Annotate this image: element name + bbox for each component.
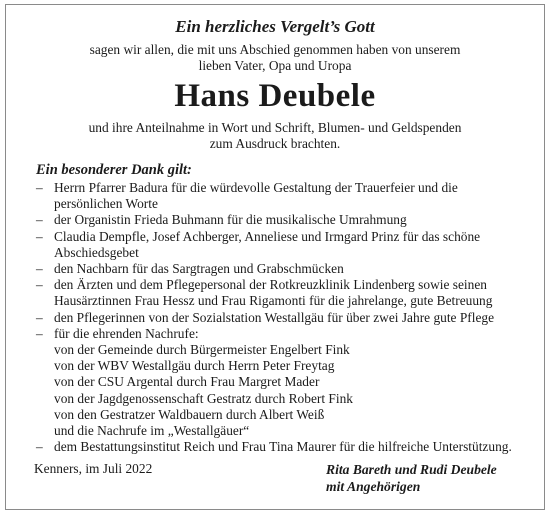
dash-marker: –	[36, 277, 43, 293]
notice-footer	[34, 461, 516, 495]
dash-marker: –	[36, 309, 43, 325]
outro-line-2: zum Ausdruck brachten.	[209, 136, 341, 151]
list-item: – Herrn Pfarrer Badura für die würdevolle Gestaltung der Trauerfeier und die persönlichen Worte	[36, 180, 458, 212]
dash-marker: –	[36, 180, 43, 195]
signature-line-2: mit Angehörigen	[326, 479, 421, 494]
list-item: – den Pflegerinnen von der Sozialstation Westallgäu für über zwei Jahre gute Pflege	[36, 309, 495, 325]
notice-heading: Ein herzliches Vergelt’s Gott	[175, 17, 375, 36]
intro-text	[34, 42, 516, 74]
thanks-list	[34, 180, 516, 455]
obituary-thank-you-notice	[5, 4, 545, 510]
obituary-notices-list	[54, 342, 516, 439]
dash-marker: –	[36, 212, 43, 228]
intro-line-1: sagen wir allen, die mit uns Abschied genommen haben von unserem	[89, 42, 461, 57]
dash-marker: –	[36, 439, 43, 455]
sub-list-item: von der Jagdgenossenschaft Gestratz durch Robert Fink	[54, 390, 353, 406]
list-item: – den Ärzten und dem Pflegepersonal der Rotkreuzklinik Lindenberg sowie seinen Hausärztinnen Frau Hessz und Frau Rigamonti für die jahrelange, gute Betreuung	[36, 277, 493, 309]
outro-line-1: und ihre Anteilnahme in Wort und Schrift, Blumen- und Geldspenden	[88, 120, 462, 135]
sub-list-item: von der Gemeinde durch Bürgermeister Engelbert Fink	[54, 342, 350, 358]
dash-marker: –	[36, 261, 43, 277]
list-item: – für die ehrenden Nachrufe: von der Gemeinde durch Bürgermeister Engelbert Fink von der WBV Westallgäu durch Herrn Peter Freytag von der CSU Argental durch Frau Margret Mader von der Jagdgenossenschaft Gestratz durch Robert Fink von den Gestratzer Waldbauern durch Albert Weiß und die Nachrufe im „Westallgäuer“	[34, 326, 516, 439]
list-item: – dem Bestattungsinstitut Reich und Frau Tina Maurer für die hilfreiche Unterstützung.	[36, 439, 512, 455]
intro-line-2: lieben Vater, Opa und Uropa	[198, 58, 352, 73]
list-item: – Claudia Dempfle, Josef Achberger, Anneliese und Irmgard Prinz für das schöne Abschiedsgebet	[36, 228, 481, 260]
signature	[326, 461, 516, 495]
outro-text	[34, 120, 516, 152]
dash-marker: –	[36, 325, 43, 341]
list-item: – der Organistin Frieda Buhmann für die musikalische Umrahmung	[36, 212, 407, 228]
sub-list-item: von der CSU Argental durch Frau Margret Mader	[54, 374, 320, 390]
sub-list-item: von der WBV Westallgäu durch Herrn Peter Freytag	[54, 358, 335, 374]
place-date: Kenners, im Juli 2022	[34, 461, 153, 476]
signature-line-1: Rita Bareth und Rudi Deubele	[326, 462, 497, 477]
sub-list-item: von den Gestratzer Waldbauern durch Albert Weiß	[54, 406, 325, 422]
dash-marker: –	[36, 228, 43, 244]
sub-list-item: und die Nachrufe im „Westallgäuer“	[54, 423, 250, 439]
deceased-name: Hans Deubele	[174, 78, 376, 114]
special-thanks-heading: Ein besonderer Dank gilt:	[36, 162, 192, 178]
list-item: – den Nachbarn für das Sargtragen und Grabschmücken	[36, 261, 344, 277]
